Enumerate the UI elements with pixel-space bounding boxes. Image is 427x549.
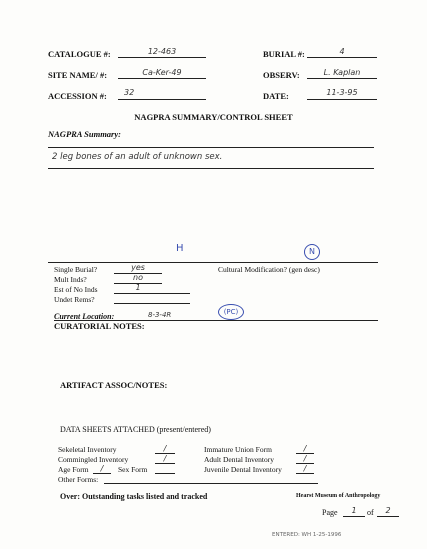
est-no-inds-underline <box>114 293 190 294</box>
current-location-value: 8-3-4R <box>148 311 172 319</box>
summary-text: 2 leg bones of an adult of unknown sex. <box>52 152 223 162</box>
accession-value: 32 <box>124 88 135 97</box>
of-label: of <box>367 508 374 517</box>
date-underline <box>307 99 377 100</box>
skeletal-inventory-value: / <box>163 444 167 453</box>
burial-underline <box>307 57 377 58</box>
sex-form-label: Sex Form <box>118 465 148 474</box>
age-form-underline <box>93 473 111 474</box>
sex-form-underline <box>155 473 175 474</box>
observ-value: L. Kaplan <box>323 68 361 77</box>
n-circle-annotation: N <box>304 244 320 260</box>
undet-rems-underline <box>114 303 190 304</box>
page-label: Page <box>322 508 338 517</box>
summary-line-2 <box>48 168 374 169</box>
skeletal-inventory-label: Sekeletal Inventory <box>58 445 117 454</box>
est-no-inds-value: 1 <box>135 283 141 292</box>
cultural-modification-label: Cultural Modification? (gen desc) <box>218 265 320 274</box>
commingled-inventory-label: Commingled Inventory <box>58 455 129 464</box>
juvenile-dental-label: Juvenile Dental Inventory <box>204 465 282 474</box>
mult-inds-value: no <box>133 273 143 282</box>
outstanding-tasks-note: Over: Outstanding tasks listed and tracked <box>60 492 208 501</box>
commingled-inventory-underline <box>155 463 175 464</box>
nagpra-summary-label: NAGPRA Summary: <box>48 129 121 139</box>
blue-checkmark: H <box>176 243 184 254</box>
site-label: SITE NAME/ #: <box>48 70 108 80</box>
page-number-underline <box>343 516 365 517</box>
date-label: DATE: <box>263 91 289 101</box>
other-forms-label: Other Forms: <box>58 475 99 484</box>
est-no-inds-label: Est of No Inds <box>54 285 98 294</box>
page-total-underline <box>377 516 399 517</box>
current-location-label: Current Location: <box>54 312 115 321</box>
immature-union-label: Immature Union Form <box>204 445 272 454</box>
summary-line-1 <box>48 147 374 148</box>
other-forms-underline <box>104 483 318 484</box>
data-sheets-heading: DATA SHEETS ATTACHED (present/entered) <box>60 425 211 434</box>
museum-name: Hearst Museum of Anthropology <box>296 493 381 499</box>
burial-value: 4 <box>339 47 345 56</box>
catalogue-value: 12-463 <box>147 47 177 56</box>
commingled-inventory-value: / <box>163 454 167 463</box>
catalogue-label: CATALOGUE #: <box>48 49 111 59</box>
accession-label: ACCESSION #: <box>48 91 107 101</box>
catalogue-underline <box>118 57 206 58</box>
observ-label: OBSERV: <box>263 70 300 80</box>
accession-underline <box>118 99 206 100</box>
juvenile-dental-underline <box>296 473 314 474</box>
pc-circle-annotation: (PC) <box>218 304 244 320</box>
burial-label: BURIAL #: <box>263 49 305 59</box>
fields-top-line <box>48 262 378 263</box>
page-total: 2 <box>385 506 391 515</box>
site-value: Ca-Ker-49 <box>142 68 182 77</box>
age-form-label: Age Form <box>58 465 89 474</box>
observ-underline <box>307 78 377 79</box>
form-title: NAGPRA SUMMARY/CONTROL SHEET <box>134 112 293 122</box>
mult-inds-label: Mult Inds? <box>54 275 87 284</box>
entered-stamp: ENTERED: WH 1-25-1996 <box>272 532 342 538</box>
date-value: 11-3-95 <box>326 88 358 97</box>
single-burial-label: Single Burial? <box>54 265 98 274</box>
immature-union-value: / <box>303 444 307 453</box>
juvenile-dental-value: / <box>303 464 307 473</box>
page-number: 1 <box>351 506 357 515</box>
adult-dental-label: Adult Dental Inventory <box>204 455 274 464</box>
adult-dental-value: / <box>303 454 307 463</box>
site-underline <box>118 78 206 79</box>
single-burial-value: yes <box>131 263 145 272</box>
curatorial-notes-label: CURATORIAL NOTES: <box>54 321 145 331</box>
artifact-assoc-label: ARTIFACT ASSOC/NOTES: <box>60 380 168 390</box>
undet-rems-label: Undet Rems? <box>54 295 95 304</box>
age-form-value: / <box>100 464 104 473</box>
